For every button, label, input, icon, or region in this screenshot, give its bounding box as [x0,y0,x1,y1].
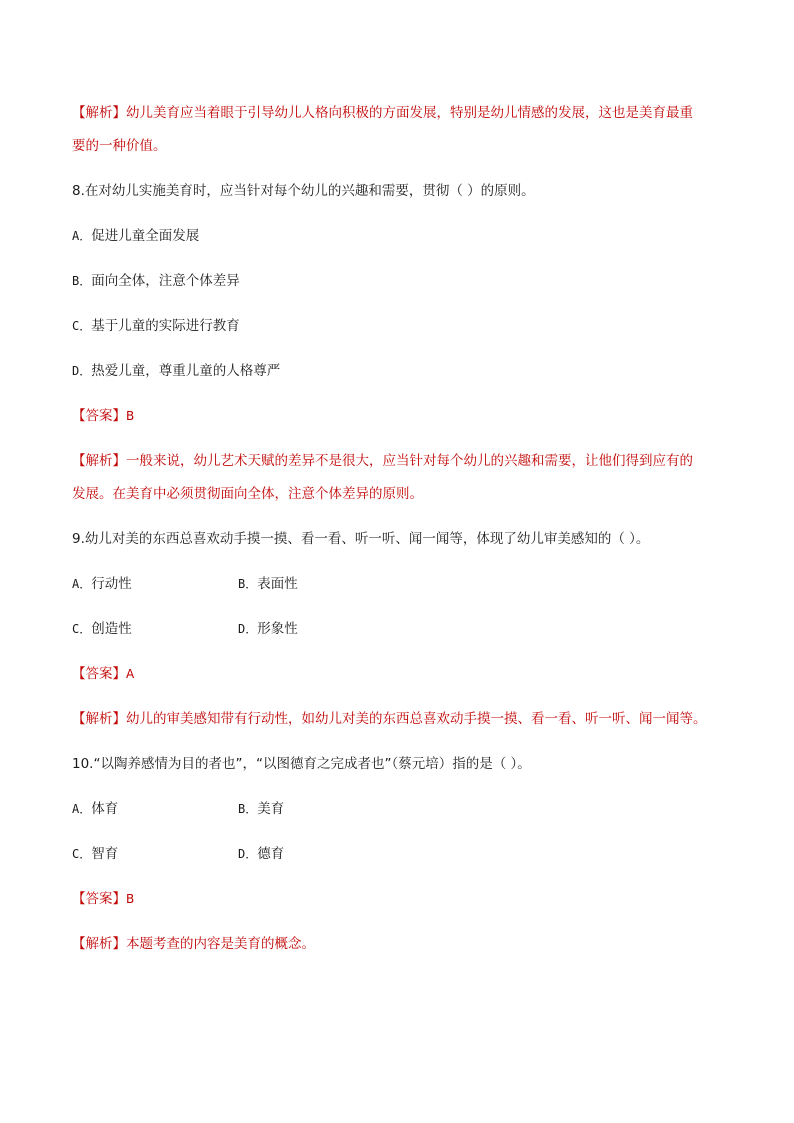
document-page [72,0,732,1123]
answer-tag: 【答案】 [72,666,126,682]
question-9-option-d [238,619,298,639]
question-9-options-row-1 [72,574,472,594]
question-10-option-a [72,801,118,817]
option-label: D． [72,364,92,378]
option-label: B． [72,274,92,288]
option-label: A． [72,802,92,816]
question-9-options-row-2 [72,619,472,639]
option-label: A． [72,229,92,243]
analysis-tag: 【解析】 [72,105,126,121]
question-9-answer [72,664,134,684]
analysis-tag: 【解析】 [72,936,126,952]
analysis-text: 幼儿美育应当着眼于引导幼儿人格向积极的方面发展，特别是幼儿情感的发展，这也是美育最重 [126,105,693,121]
analysis-7-line-2: 要的一种价值。 [72,138,167,154]
analysis-text: 一般来说，幼儿艺术天赋的差异不是很大，应当针对每个幼儿的兴趣和需要，让他们得到应有的 [126,453,693,469]
option-text: 促进儿童全面发展 [91,228,200,244]
question-8-answer [72,406,134,426]
question-10-analysis-line-1 [72,934,315,954]
question-8-option-b [72,271,240,291]
answer-value: B [126,409,135,423]
option-text: 面向全体，注意个体差异 [91,273,240,289]
question-8-analysis-line-1 [72,451,693,471]
question-9-stem: 9.幼儿对美的东西总喜欢动手摸一摸、看一看、听一听、闻一闻等，体现了幼儿审美感知的（ ）。 [72,531,650,547]
question-8-option-d [72,361,280,381]
answer-tag: 【答案】 [72,891,126,907]
analysis-tag: 【解析】 [72,711,126,727]
question-10-answer [72,889,134,909]
option-label: D． [238,847,258,861]
question-8-stem: 8.在对幼儿实施美育时，应当针对每个幼儿的兴趣和需要，贯彻（ ）的原则。 [72,183,535,199]
option-text: 德育 [257,846,285,862]
question-9-option-b [238,574,298,594]
question-10-option-b [238,799,284,819]
question-8-option-a [72,226,199,246]
question-8-analysis-line-2: 发展。在美育中必须贯彻面向全体，注意个体差异的原则。 [72,486,423,502]
option-label: B． [238,802,258,816]
question-10-stem: 10.“以陶养感情为目的者也”，“以图德育之完成者也”（蔡元培）指的是（ ）。 [72,756,531,772]
option-text: 美育 [257,801,285,817]
question-8-option-c [72,316,240,336]
option-text: 基于儿童的实际进行教育 [91,318,240,334]
analysis-text: 本题考查的内容是美育的概念。 [126,936,315,952]
option-text: 体育 [91,801,119,817]
analysis-text: 幼儿的审美感知带有行动性，如幼儿对美的东西总喜欢动手摸一摸、看一看、听一听、闻一闻等。 [126,711,707,727]
option-label: C． [72,847,92,861]
question-9-analysis-line-1 [72,709,707,729]
analysis-tag: 【解析】 [72,453,126,469]
question-10-options-row-1 [72,799,472,819]
option-label: A． [72,577,92,591]
option-text: 行动性 [91,576,132,592]
option-text: 表面性 [257,576,298,592]
option-text: 智育 [91,846,119,862]
answer-value: A [126,667,135,681]
option-label: B． [238,577,258,591]
option-label: C． [72,319,92,333]
question-9-option-a [72,576,132,592]
option-label: C． [72,622,92,636]
analysis-7-line-1 [72,103,693,123]
question-9-option-c [72,621,132,637]
option-text: 创造性 [91,621,132,637]
answer-tag: 【答案】 [72,408,126,424]
answer-value: B [126,892,135,906]
question-10-option-c [72,846,118,862]
option-text: 形象性 [257,621,298,637]
option-text: 热爱儿童，尊重儿童的人格尊严 [91,363,281,379]
question-10-option-d [238,844,284,864]
option-label: D． [238,622,258,636]
question-10-options-row-2 [72,844,472,864]
